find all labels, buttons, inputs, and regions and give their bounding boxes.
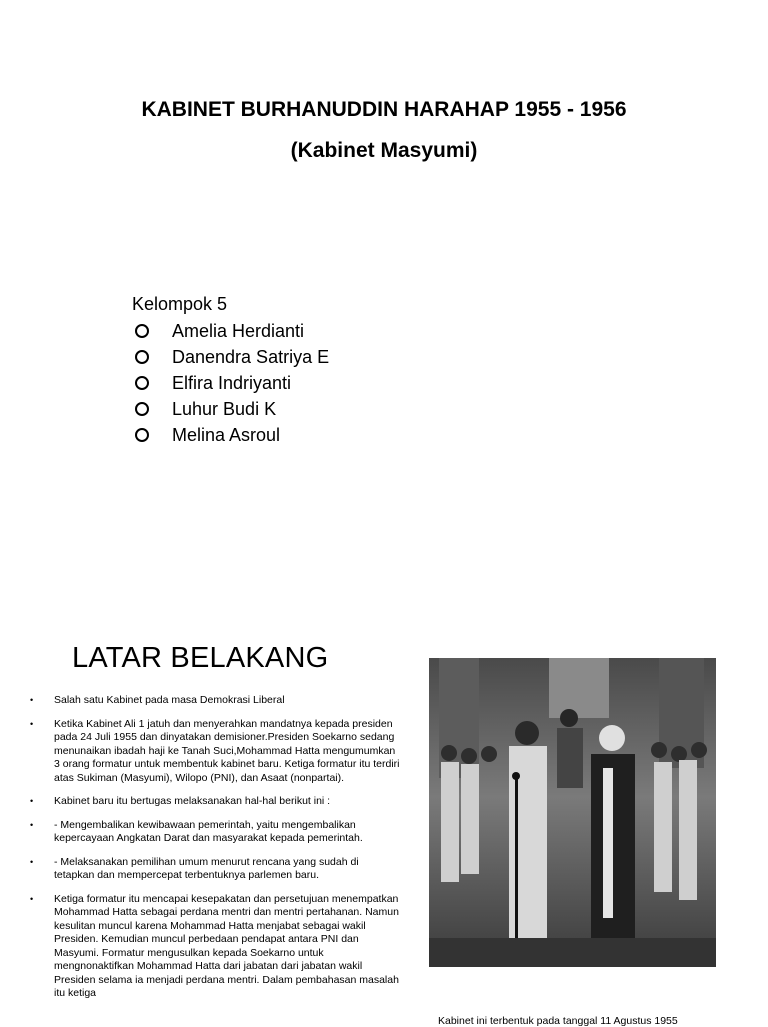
member-name: Danendra Satriya E <box>172 346 330 367</box>
cabinet-photo-image <box>429 658 716 967</box>
paragraph-item <box>30 819 400 846</box>
bullet-dot-icon: • <box>30 796 34 806</box>
paragraph-item <box>30 718 400 786</box>
paragraph-item <box>30 893 400 1001</box>
paragraph-text: Kabinet baru itu bertugas melaksanakan hal-hal berikut ini : <box>54 795 331 807</box>
group-label: Kelompok 5 <box>132 294 228 314</box>
background-slide <box>0 610 768 1027</box>
member-item <box>132 396 329 422</box>
circle-bullet-icon <box>135 350 149 364</box>
bullet-dot-icon: • <box>30 695 34 705</box>
paragraph-text: Ketiga formatur itu mencapai kesepakatan dan persetujuan menempatkan Mohammad Hatta sebagai perdana mentri dan mentri pertahanan. Namun kesulitan muncul karena Mohammad Hatta menjabat sebagai wakil Presiden. Kemudian muncul perbedaan pendapat antara PNI dan Masyumi. Formatur mengusulkan kepada Soekarno untuk mengnonaktifkan Mohammad Hatta dari jabatan dari jabatan wakil Presiden selama ia menjadi perdana mentri. Dalam pembahasan masalah itu ketiga <box>54 892 399 999</box>
bullet-dot-icon: • <box>30 819 34 830</box>
member-list <box>132 318 329 448</box>
member-name: Elfira Indriyanti <box>172 372 292 393</box>
photo-caption: Kabinet ini terbentuk pada tanggal 11 Agustus 1955 <box>438 1015 678 1027</box>
bullet-dot-icon: • <box>30 893 34 904</box>
member-name: Amelia Herdianti <box>172 320 305 341</box>
paragraph-item <box>30 694 400 708</box>
paragraph-text: Salah satu Kabinet pada masa Demokrasi Liberal <box>54 694 285 706</box>
circle-bullet-icon <box>135 376 149 390</box>
member-item <box>132 344 329 370</box>
paragraph-text: - Melaksanakan pemilihan umum menurut rencana yang sudah di tetapkan dan mempercepat terbentuknya parlemen baru. <box>54 855 359 881</box>
bullet-dot-icon: • <box>30 718 34 729</box>
member-name: Melina Asroul <box>172 424 281 445</box>
paragraph-item <box>30 795 400 809</box>
member-name: Luhur Budi K <box>172 398 277 419</box>
member-item <box>132 422 329 448</box>
member-item <box>132 318 329 344</box>
circle-bullet-icon <box>135 428 149 442</box>
paragraph-item <box>30 856 400 883</box>
paragraph-text: Ketika Kabinet Ali 1 jatuh dan menyerahkan mandatnya kepada presiden pada 24 Juli 1955 dan dinyatakan demisioner.Presiden Soekarno sedang menunaikan ibadah haji ke Tanah Suci,Mohammad Hatta mengumumkan 3 orang formatur untuk membentuk kabinet baru. Ketiga formatur itu terdiri atas Sukiman (Masyumi), Wilopo (PNI), dan Asaat (nonpartai). <box>54 717 400 784</box>
circle-bullet-icon <box>135 402 149 416</box>
circle-bullet-icon <box>135 324 149 338</box>
slide-subtitle: (Kabinet Masyumi) <box>290 139 478 162</box>
paragraph-text: - Mengembalikan kewibawaan pemerintah, yaitu mengembalikan kepercayaan Angkatan Darat dan masyarakat kepada pemerintah. <box>54 818 363 844</box>
paragraph-list <box>30 694 400 1011</box>
member-item <box>132 370 329 396</box>
cabinet-photo <box>429 658 716 967</box>
section-title: LATAR BELAKANG <box>72 642 329 674</box>
slide-title: KABINET BURHANUDDIN HARAHAP 1955 - 1956 <box>141 98 627 121</box>
bullet-dot-icon: • <box>30 856 34 867</box>
